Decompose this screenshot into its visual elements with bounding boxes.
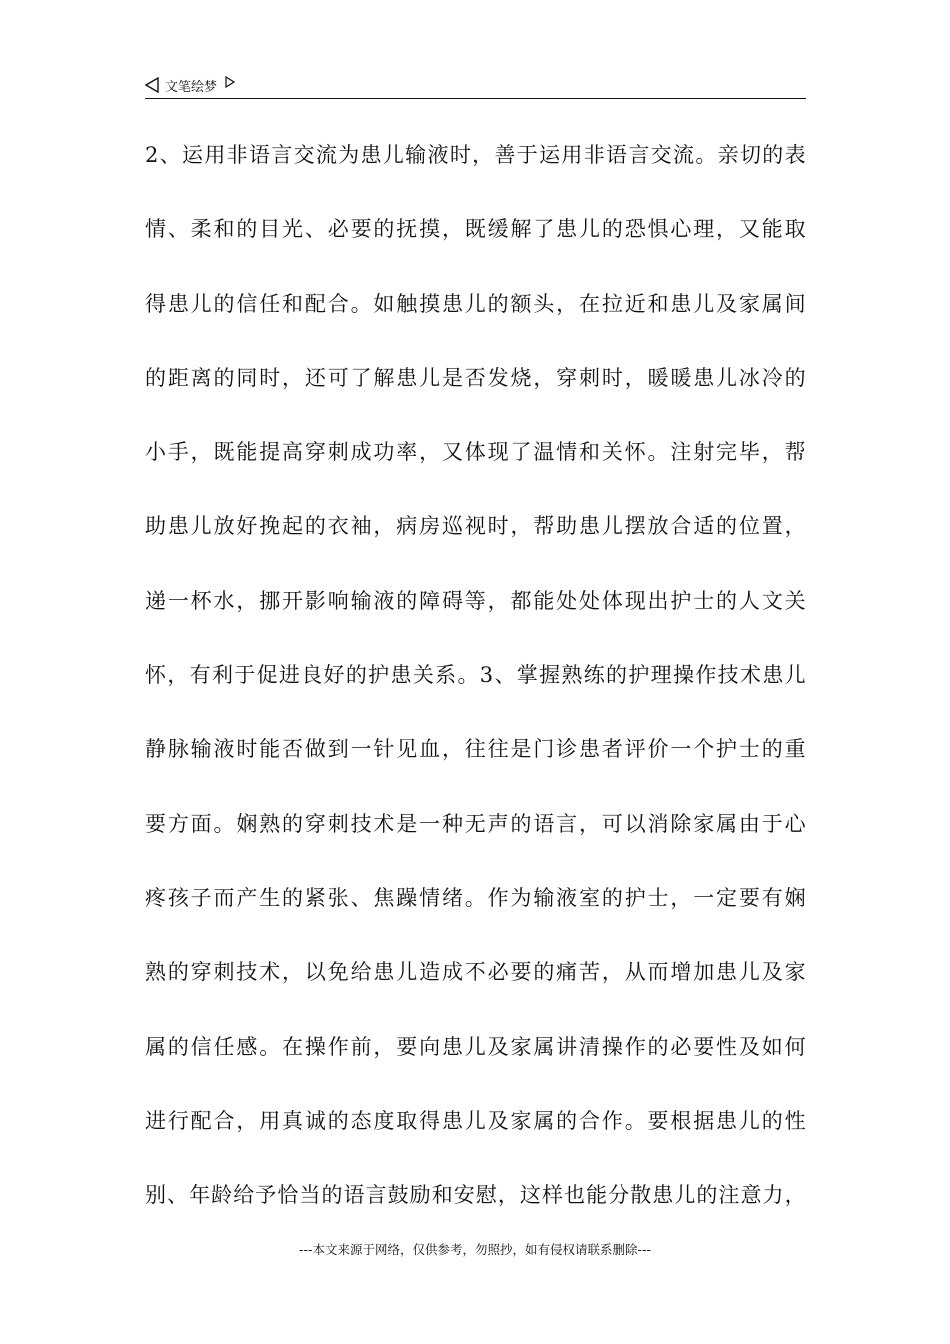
body-line: 别、年龄给予恰当的语言鼓励和安慰，这样也能分散患儿的注意力， — [145, 1183, 806, 1208]
body-line: 怀，有利于促进良好的护患关系。3、掌握熟练的护理操作技术患儿 — [145, 663, 806, 688]
body-line: 熟的穿刺技术，以免给患儿造成不必要的痛苦，从而增加患儿及家 — [145, 960, 806, 985]
document-body — [145, 118, 806, 1232]
body-line: 进行配合，用真诚的态度取得患儿及家属的合作。要根据患儿的性 — [145, 1108, 806, 1133]
body-line: 静脉输液时能否做到一针见血，往往是门诊患者评价一个护士的重 — [145, 737, 806, 762]
triangle-right-icon — [225, 76, 235, 88]
body-line: 属的信任感。在操作前，要向患儿及家属讲清操作的必要性及如何 — [145, 1034, 806, 1059]
body-line: 得患儿的信任和配合。如触摸患儿的额头，在拉近和患儿及家属间 — [145, 291, 806, 316]
body-line: 2、运用非语言交流为患儿输液时，善于运用非语言交流。亲切的表 — [145, 143, 806, 167]
page-footer-disclaimer: ---本文来源于网络，仅供参考，勿照抄，如有侵权请联系删除--- — [298, 1242, 652, 1257]
body-line: 情、柔和的目光、必要的抚摸，既缓解了患儿的恐惧心理，又能取 — [145, 217, 806, 242]
header-title: 文笔绘梦 — [165, 79, 218, 95]
body-line: 的距离的同时，还可了解患儿是否发烧，穿刺时，暖暖患儿冰冷的 — [145, 365, 806, 390]
body-line: 小手，既能提高穿刺成功率，又体现了温情和关怀。注射完毕，帮 — [145, 440, 806, 465]
body-line: 疼孩子而产生的紧张、焦躁情绪。作为输液室的护士，一定要有娴 — [145, 885, 806, 910]
triangle-left-icon — [145, 77, 159, 93]
header-divider — [145, 98, 806, 99]
body-line: 助患儿放好挽起的衣袖，病房巡视时，帮助患儿摆放合适的位置， — [145, 514, 806, 539]
body-line: 要方面。娴熟的穿刺技术是一种无声的语言，可以消除家属由于心 — [145, 811, 806, 836]
page-header — [145, 74, 235, 96]
body-line: 递一杯水，挪开影响输液的障碍等，都能处处体现出护士的人文关 — [145, 588, 806, 613]
